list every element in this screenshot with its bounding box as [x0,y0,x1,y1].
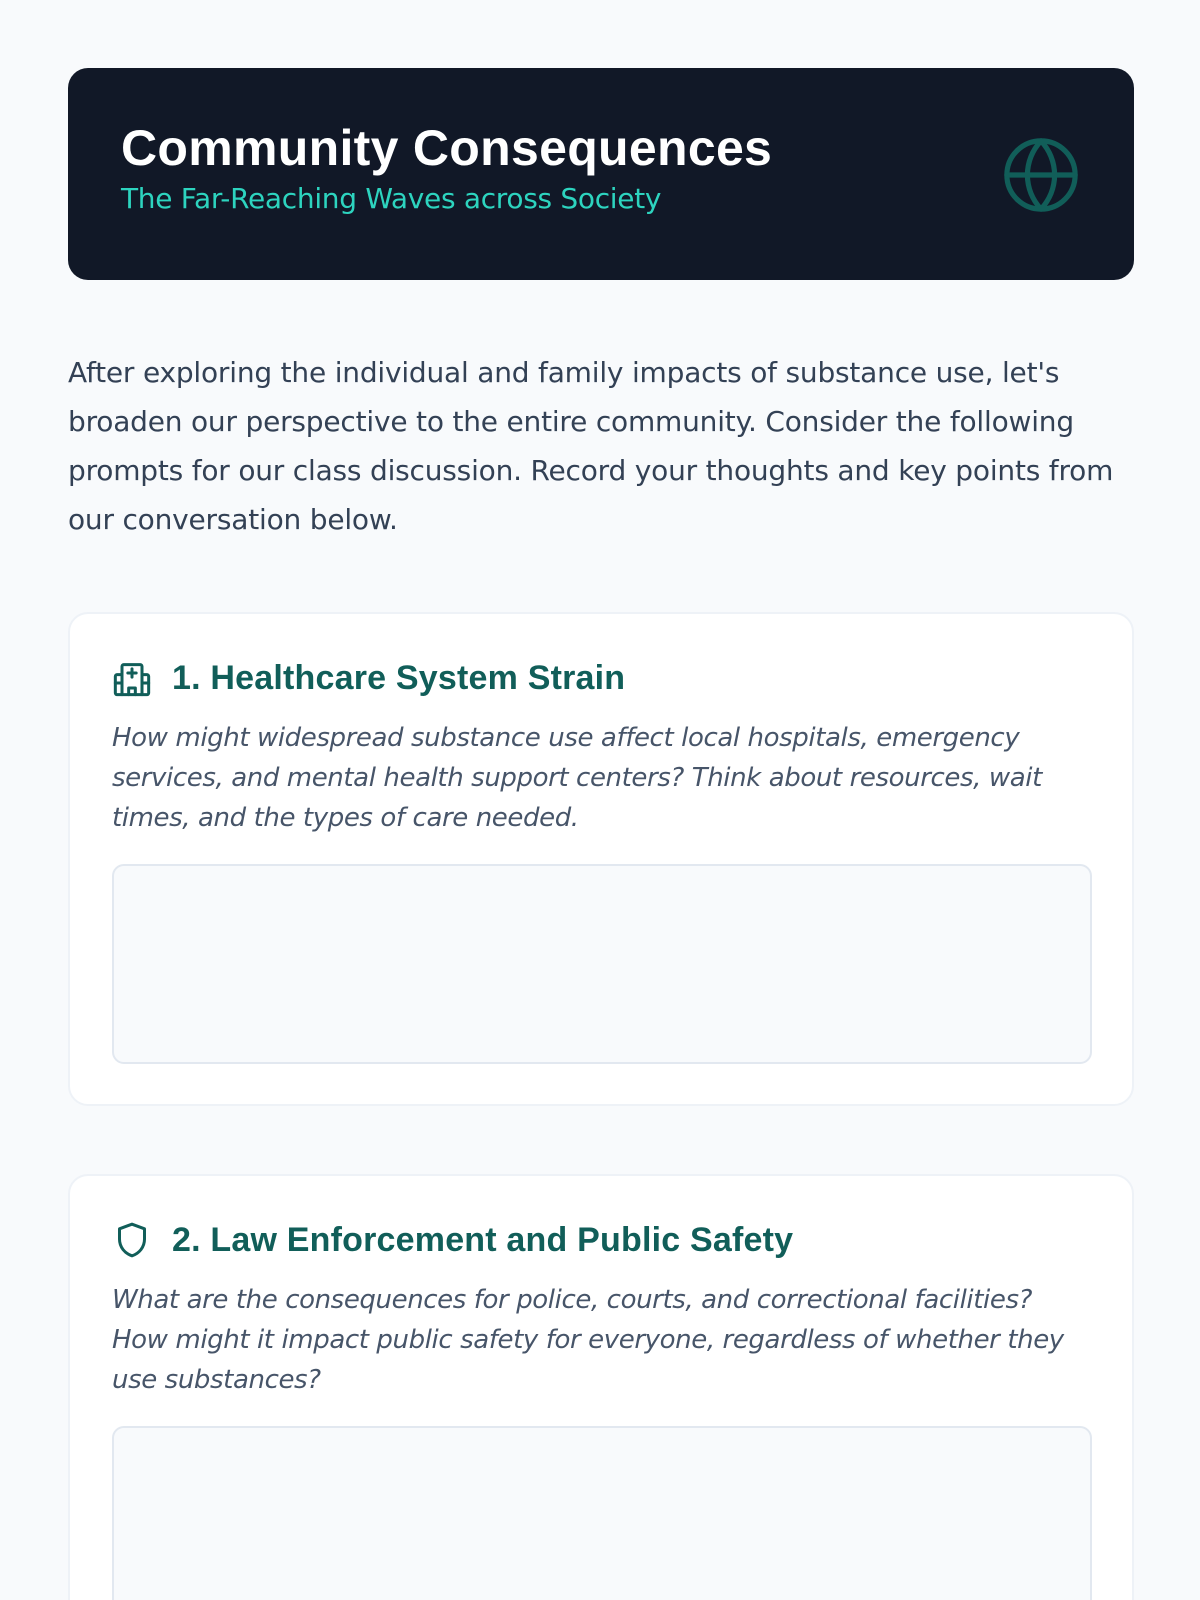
section-title: 2. Law Enforcement and Public Safety [172,1220,794,1259]
globe-icon [1002,136,1080,214]
healthcare-answer-input[interactable] [112,864,1092,1064]
hospital-icon [112,658,152,698]
page-title: Community Consequences [121,120,773,176]
section-title: 1. Healthcare System Strain [172,658,626,697]
section-prompt: What are the consequences for police, courts, and correctional facilities? How might it impact public safety for everyone, regardless of whether they use substances? [112,1285,1064,1395]
header-banner [68,68,1134,280]
discussion-card-healthcare [68,612,1134,1106]
law-enforcement-answer-input[interactable] [112,1426,1092,1600]
discussion-card-law-enforcement [68,1174,1134,1600]
shield-icon [112,1220,152,1260]
section-prompt: How might widespread substance use affect local hospitals, emergency services, and mental health support centers? Think about resources, wait times, and the types of care needed. [112,723,1042,833]
page-subtitle: The Far-Reaching Waves across Society [121,182,662,215]
intro-text: After exploring the individual and family impacts of substance use, let's broaden our perspective to the entire community. Consider the following prompts for our class discussion. Record your thoughts and key points from our conversation below. [68,356,1114,536]
